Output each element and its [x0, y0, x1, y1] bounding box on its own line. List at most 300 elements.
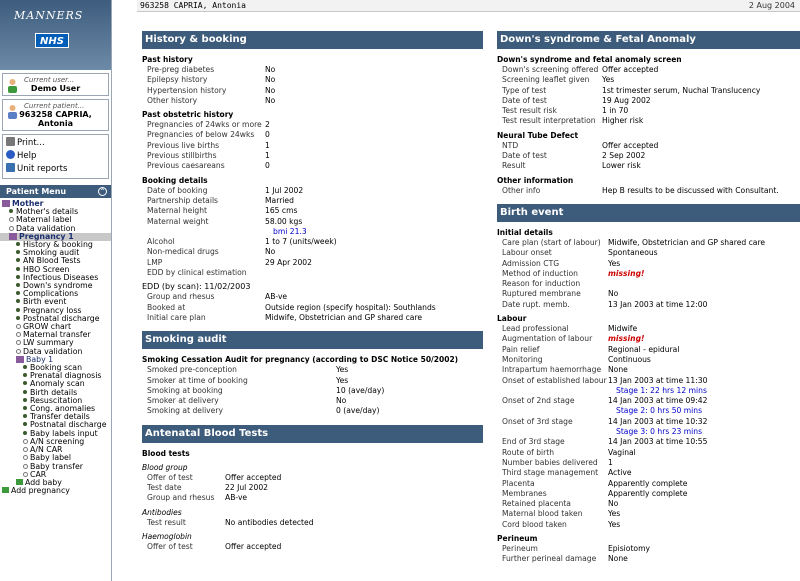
field-row — [497, 509, 800, 519]
field-value: 0 — [265, 161, 270, 171]
field-label: Augmentation of labour — [502, 334, 593, 344]
sidebar — [0, 0, 112, 581]
menu-item-label: Resuscitation — [30, 396, 83, 405]
help-icon — [6, 150, 15, 159]
menu-item-label: Cong. anomalies — [30, 405, 96, 414]
circle-icon — [23, 464, 28, 469]
field-group — [142, 55, 483, 106]
current-user-name: Demo User — [30, 84, 81, 93]
menu-item[interactable] — [0, 233, 111, 241]
field-value: 22 Jul 2002 — [225, 483, 268, 493]
menu-item[interactable] — [0, 257, 111, 265]
field-label: Smoking at booking — [147, 385, 223, 395]
field-label: Initial care plan — [147, 312, 206, 322]
print-link[interactable]: Print... — [6, 137, 105, 150]
menu-item[interactable] — [0, 479, 111, 487]
field-label: Ruptured membrane — [502, 289, 581, 299]
field-label: LMP — [147, 257, 163, 267]
menu-item[interactable] — [0, 331, 111, 339]
field-row — [142, 406, 483, 416]
field-group — [497, 228, 800, 310]
menu-item[interactable] — [0, 454, 111, 462]
field-row — [497, 151, 800, 161]
menu-item-label: Pregnancy loss — [23, 306, 82, 315]
field-value: Offer accepted — [225, 541, 282, 551]
field-value: missing! — [608, 268, 645, 278]
field-row — [497, 386, 800, 396]
field-label: Date of test — [502, 151, 547, 161]
field-label: Date rupt. memb. — [502, 299, 570, 309]
field-row — [142, 120, 483, 130]
field-label: Cord blood taken — [502, 519, 567, 529]
menu-item[interactable] — [0, 241, 111, 249]
field-row — [497, 479, 800, 489]
menu-item-label: Pregnancy 1 — [19, 232, 74, 241]
menu-item-label: LW summary — [23, 339, 74, 348]
group-title: Antibodies — [142, 507, 182, 517]
circle-icon — [23, 472, 28, 477]
section-title: Birth event — [497, 204, 800, 222]
field-label: Reason for induction — [502, 279, 581, 289]
field-label — [142, 227, 265, 237]
current-user-box — [2, 73, 109, 96]
section-birth-event — [497, 204, 800, 565]
field-label: Smoker at time of booking — [147, 375, 248, 385]
field-value: No — [608, 289, 619, 299]
menu-item-label: A/N CAR — [30, 446, 63, 455]
field-value: AB-ve — [265, 292, 288, 302]
field-row — [142, 217, 483, 227]
field-row — [142, 237, 483, 247]
field-group — [142, 355, 483, 416]
field-value: None — [608, 554, 628, 564]
menu-item[interactable] — [0, 200, 111, 208]
menu-item[interactable] — [0, 463, 111, 471]
field-row — [142, 206, 483, 216]
circle-icon — [23, 439, 28, 444]
add-icon — [16, 479, 23, 485]
field-row — [497, 554, 800, 564]
bullet-icon — [16, 308, 20, 312]
patient-header-bar — [137, 0, 800, 12]
menu-item-label: Postnatal discharge — [23, 314, 100, 323]
field-row — [497, 161, 800, 171]
field-label: Labour onset — [502, 248, 552, 258]
field-group — [497, 131, 800, 172]
field-row — [497, 544, 800, 554]
field-label: Alcohol — [147, 237, 175, 247]
menu-item-label: GROW chart — [23, 323, 72, 332]
field-value: 1 — [265, 140, 270, 150]
menu-item[interactable] — [0, 372, 111, 380]
field-group — [497, 534, 800, 565]
field-label: Previous caesareans — [147, 161, 225, 171]
menu-item[interactable] — [0, 446, 111, 454]
field-value: 14 Jan 2003 at time 10:55 — [608, 437, 708, 447]
field-value: Apparently complete — [608, 478, 688, 488]
section-antenatal-blood-tests — [142, 425, 483, 552]
circle-icon — [16, 340, 21, 345]
menu-item[interactable] — [0, 315, 111, 323]
group-title: Down's syndrome and fetal anomaly screen — [497, 55, 682, 64]
field-row — [142, 151, 483, 161]
field-value: No — [265, 95, 276, 105]
unit-reports-link[interactable]: Unit reports — [6, 163, 105, 176]
field-value: Outside region (specify hospital): Southlands — [265, 302, 436, 312]
field-value: Active — [608, 468, 632, 478]
field-value: No antibodies detected — [225, 517, 314, 527]
field-row — [142, 365, 483, 375]
section-title: Smoking audit — [142, 331, 483, 349]
menu-item[interactable] — [0, 405, 111, 413]
field-label: Pregnancies of below 24wks — [147, 130, 255, 140]
field-label: Offer of test — [147, 472, 193, 482]
field-value: Midwife — [608, 324, 638, 334]
printer-icon — [6, 137, 15, 146]
field-row — [142, 130, 483, 140]
menu-item-label: History & booking — [23, 241, 93, 250]
field-label: Group and rhesus — [147, 292, 215, 302]
menu-item-label: Mother — [12, 200, 44, 208]
field-value: 1 in 70 — [602, 106, 629, 116]
field-row — [497, 355, 800, 365]
field-label: Membranes — [502, 488, 547, 498]
field-label: Hypertension history — [147, 85, 227, 95]
field-value: Offer accepted — [602, 140, 659, 150]
field-row — [142, 141, 483, 151]
patient-menu-header[interactable]: Patient Menu ^ — [0, 185, 111, 198]
field-value: 13 Jan 2003 at time 11:30 — [608, 375, 708, 385]
field-label: Other history — [147, 95, 198, 105]
folder-icon — [9, 233, 17, 240]
menu-item[interactable] — [0, 225, 111, 233]
app-logo — [0, 0, 111, 70]
menu-item[interactable] — [0, 307, 111, 315]
field-label — [497, 427, 608, 437]
field-label: NTD — [502, 140, 519, 150]
group-title: Past obstetric history — [142, 110, 234, 120]
menu-item[interactable] — [0, 274, 111, 282]
field-row — [142, 313, 483, 323]
field-row — [497, 75, 800, 85]
field-group — [142, 508, 483, 528]
field-value: 1 to 7 (units/week) — [265, 237, 337, 247]
circle-icon — [9, 226, 14, 231]
bullet-icon — [23, 406, 27, 410]
field-group — [142, 463, 483, 504]
field-label: Onset of established labour — [502, 375, 607, 385]
field-value: 10 (ave/day) — [336, 385, 385, 395]
right-column — [497, 31, 800, 573]
menu-item-label: Data validation — [16, 224, 76, 233]
field-value: 165 cms — [265, 206, 298, 216]
field-value: Hep B results to be discussed with Consultant. — [602, 185, 779, 195]
field-row — [497, 186, 800, 196]
field-value: 0 (ave/day) — [336, 406, 380, 416]
field-label: Date of booking — [147, 185, 208, 195]
field-label: Care plan (start of labour) — [502, 237, 601, 247]
utility-links — [2, 134, 109, 179]
field-value: Higher risk — [602, 116, 644, 126]
field-label: Date of test — [502, 95, 547, 105]
bullet-icon — [23, 431, 27, 435]
field-label: Offer of test — [147, 541, 193, 551]
field-row — [142, 268, 483, 278]
menu-item[interactable] — [0, 380, 111, 388]
field-label: Booked at — [147, 302, 186, 312]
field-value: No — [265, 85, 276, 95]
field-value: 19 Aug 2002 — [602, 95, 651, 105]
field-label: Pregnancies of 24wks or more — [147, 120, 262, 130]
field-value: 29 Apr 2002 — [265, 257, 312, 267]
circle-icon — [23, 447, 28, 452]
menu-item[interactable] — [0, 208, 111, 216]
bullet-icon — [16, 291, 20, 295]
field-row — [142, 161, 483, 171]
menu-item-label: Infectious Diseases — [23, 273, 99, 282]
bullet-icon — [23, 414, 27, 418]
field-label: Third stage management — [502, 468, 599, 478]
field-row — [142, 303, 483, 313]
field-row — [142, 186, 483, 196]
field-value: 1st trimester serum, Nuchal Translucency — [602, 85, 761, 95]
field-value: Midwife, Obstetrician and GP shared care — [608, 237, 766, 247]
field-row — [142, 376, 483, 386]
menu-item[interactable] — [0, 216, 111, 224]
bullet-icon — [16, 299, 20, 303]
menu-item-label: Mother's details — [16, 208, 79, 217]
menu-item[interactable] — [0, 421, 111, 429]
field-value: Stage 1: 22 hrs 12 mins — [616, 385, 707, 395]
menu-item[interactable] — [0, 348, 111, 356]
field-row — [497, 248, 800, 258]
field-label: Other info — [502, 185, 541, 195]
field-label: Group and rhesus — [147, 493, 215, 503]
field-value: 2 Sep 2002 — [602, 151, 646, 161]
field-value: 1 — [265, 151, 270, 161]
menu-item-label: Complications — [23, 290, 79, 299]
field-value: Yes — [608, 509, 621, 519]
bullet-icon — [16, 258, 20, 262]
menu-item[interactable] — [0, 323, 111, 331]
field-label: Screening leaflet given — [502, 75, 590, 85]
menu-item[interactable] — [0, 298, 111, 306]
group-title: Perineum — [497, 533, 538, 543]
collapse-icon[interactable]: ^ — [99, 188, 106, 195]
menu-item-label: Transfer details — [30, 413, 90, 422]
field-value: Offer accepted — [602, 65, 659, 74]
field-row — [142, 493, 483, 503]
menu-item-label: Baby label — [30, 454, 72, 463]
field-label: Test result risk — [502, 106, 557, 116]
group-title: Labour — [497, 314, 527, 324]
field-value: Yes — [608, 258, 621, 268]
field-label: Previous live births — [147, 140, 220, 150]
field-label: Further perineal damage — [502, 554, 597, 564]
user-icon — [7, 78, 18, 94]
menu-item[interactable] — [0, 471, 111, 479]
field-value: 0 — [265, 130, 270, 140]
field-value: Yes — [336, 365, 349, 375]
field-value: Yes — [608, 519, 621, 529]
field-label: Test result interpretation — [502, 116, 596, 126]
field-group — [142, 110, 483, 171]
field-value: 13 Jan 2003 at time 12:00 — [608, 299, 708, 309]
field-row — [497, 406, 800, 416]
field-row — [497, 324, 800, 334]
field-row — [142, 86, 483, 96]
field-row — [142, 542, 483, 552]
field-row — [142, 396, 483, 406]
menu-item[interactable] — [0, 290, 111, 298]
menu-item-label: Baby transfer — [30, 462, 83, 471]
bullet-icon — [16, 250, 20, 254]
field-label: Method of induction — [502, 268, 578, 278]
menu-item[interactable] — [0, 364, 111, 372]
menu-item[interactable] — [0, 249, 111, 257]
section-title: History & booking — [142, 31, 483, 49]
field-row — [497, 106, 800, 116]
field-label: Perineum — [502, 543, 538, 553]
section-down-s-syndrome-fetal-anomaly — [497, 31, 800, 196]
field-row — [497, 520, 800, 530]
patient-menu — [0, 198, 111, 495]
field-label: Epilepsy history — [147, 75, 208, 85]
menu-item-label: Add pregnancy — [11, 487, 70, 496]
menu-item-label: Baby 1 — [26, 355, 54, 364]
field-label: Type of test — [502, 85, 547, 95]
bullet-icon — [23, 398, 27, 402]
menu-item-label: HBO Screen — [23, 265, 70, 274]
field-label: Monitoring — [502, 354, 543, 364]
section-smoking-audit — [142, 331, 483, 416]
bullet-icon — [9, 209, 13, 213]
field-row — [142, 483, 483, 493]
field-value: AB-ve — [225, 493, 248, 503]
menu-item-label: Data validation — [23, 347, 83, 356]
menu-item[interactable] — [0, 389, 111, 397]
field-row — [142, 75, 483, 85]
menu-item[interactable] — [0, 282, 111, 290]
field-row — [142, 227, 483, 237]
menu-item[interactable] — [0, 356, 111, 364]
field-value: 1 — [608, 457, 613, 467]
menu-item[interactable] — [0, 438, 111, 446]
bullet-icon — [23, 390, 27, 394]
circle-icon — [16, 332, 21, 337]
group-title: Other information — [497, 175, 574, 185]
menu-item[interactable] — [0, 430, 111, 438]
field-row — [142, 473, 483, 483]
field-value: Continuous — [608, 354, 651, 364]
field-label: Smoked pre-conception — [147, 365, 237, 375]
field-row — [497, 499, 800, 509]
left-column — [142, 31, 483, 560]
folder-icon — [16, 356, 24, 363]
field-row — [497, 269, 800, 279]
field-value: 2 — [265, 120, 270, 130]
field-row — [497, 334, 800, 344]
field-label: Placenta — [502, 478, 535, 488]
menu-item-label: Birth event — [23, 298, 67, 307]
field-value: Apparently complete — [608, 488, 688, 498]
field-row — [142, 292, 483, 302]
field-label: Admission CTG — [502, 258, 560, 268]
field-row — [497, 345, 800, 355]
current-patient-line1: 963258 CAPRIA, — [19, 110, 92, 119]
add-icon — [2, 487, 9, 493]
field-label: Test date — [147, 483, 182, 493]
circle-icon — [23, 455, 28, 460]
field-label: Previous stillbirths — [147, 151, 217, 161]
field-label: Result — [502, 161, 526, 171]
patient-icon — [7, 104, 18, 120]
group-title: Initial details — [497, 227, 553, 237]
menu-item[interactable] — [0, 413, 111, 421]
field-row — [497, 437, 800, 447]
menu-item-label: Anomaly scan — [30, 380, 85, 389]
current-user-caption: Current user... — [24, 76, 75, 84]
menu-item-label: Postnatal discharge — [30, 421, 107, 430]
folder-icon — [2, 200, 10, 207]
field-row — [142, 247, 483, 257]
menu-item[interactable] — [0, 487, 111, 495]
menu-item-label: Prenatal diagnosis — [30, 372, 102, 381]
field-label: Onset of 3rd stage — [502, 416, 573, 426]
field-group — [142, 532, 483, 552]
bullet-icon — [23, 365, 27, 369]
field-label — [497, 386, 608, 396]
field-value: 58.00 kgs — [265, 216, 303, 226]
group-title: Neural Tube Defect — [497, 130, 579, 140]
nhs-logo: NHS — [35, 33, 69, 48]
report-icon — [6, 163, 15, 172]
field-value: Spontaneous — [608, 248, 658, 258]
field-row — [142, 65, 483, 75]
field-label: Smoker at delivery — [147, 396, 219, 406]
field-row — [497, 427, 800, 437]
field-row — [497, 448, 800, 458]
field-row — [142, 258, 483, 268]
field-group — [497, 55, 800, 127]
group-title: Booking details — [142, 175, 208, 185]
brand-name: MANNERS — [14, 9, 84, 22]
help-link[interactable]: Help — [6, 150, 105, 163]
field-label: Pre-preg diabetes — [147, 65, 215, 74]
field-row — [497, 468, 800, 478]
menu-item-label: Booking scan — [30, 364, 83, 373]
menu-item-label: Baby labels input — [30, 429, 98, 438]
current-patient-caption: Current patient... — [24, 102, 85, 110]
menu-item[interactable] — [0, 397, 111, 405]
field-value: Regional - epidural — [608, 344, 680, 354]
group-title: Smoking Cessation Audit for pregnancy (according to DSC Notice 50/2002) — [142, 355, 459, 365]
current-date: 2 Aug 2004 — [748, 1, 795, 10]
field-label: Smoking at delivery — [147, 406, 223, 416]
field-value: No — [608, 499, 619, 509]
field-value: Yes — [602, 75, 615, 85]
menu-item-label: CAR — [30, 470, 47, 479]
menu-item-label: Smoking audit — [23, 249, 80, 258]
field-value: Married — [265, 195, 294, 205]
field-row — [497, 141, 800, 151]
menu-item[interactable] — [0, 339, 111, 347]
field-value: missing! — [608, 334, 645, 344]
menu-item[interactable] — [0, 266, 111, 274]
current-patient-line2: Antonia — [37, 119, 74, 128]
bullet-icon — [16, 316, 20, 320]
field-label: Down's screening offered — [502, 65, 599, 74]
